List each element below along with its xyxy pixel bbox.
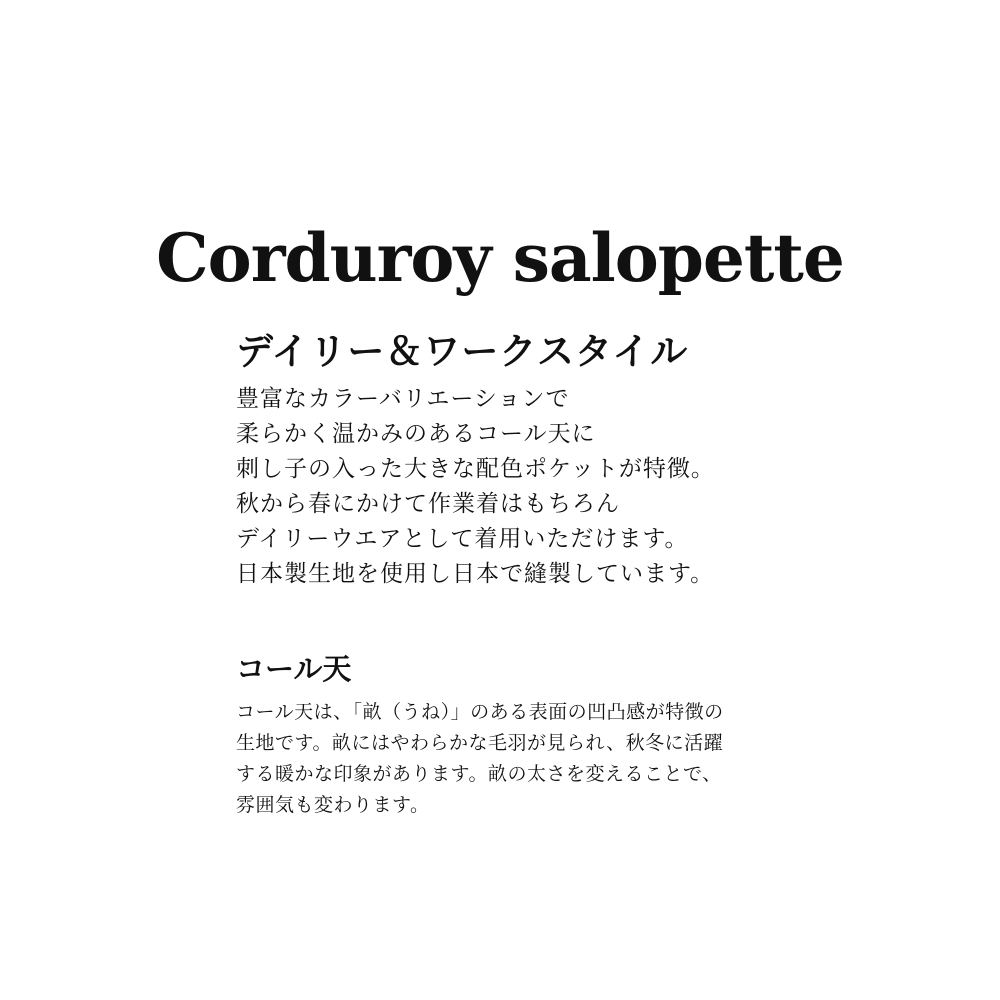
- section-corduroy: [236, 652, 796, 821]
- body-line: 刺し子の入った大きな配色ポケットが特徴。: [236, 456, 715, 483]
- section-heading: コール天: [236, 652, 352, 686]
- body-line: 日本製生地を使用し日本で縫製しています。: [236, 561, 715, 588]
- body-line: 柔らかく温かみのあるコール天に: [236, 421, 596, 448]
- section-body: [236, 697, 796, 821]
- body-line: 生地です。畝にはやわらかな毛羽が見られ、秋冬に活躍: [236, 731, 724, 754]
- section-heading: デイリー＆ワークスタイル: [236, 330, 689, 373]
- body-line: デイリーウエアとして着用いただけます。: [236, 526, 689, 553]
- body-line: する暖かな印象があります。畝の太さを変えることで、: [236, 762, 722, 785]
- body-line: 秋から春にかけて作業着はもちろん: [236, 491, 620, 518]
- body-line: 雰囲気も変わります。: [236, 793, 430, 816]
- body-line: 豊富なカラーバリエーションで: [236, 386, 570, 413]
- section-daily-work-style: [236, 330, 796, 592]
- section-body: [236, 382, 796, 592]
- body-line: コール天は、「畝（うね）」のある表面の凹凸感が特徴の: [236, 700, 724, 723]
- page-title: Corduroy salopette: [156, 219, 844, 298]
